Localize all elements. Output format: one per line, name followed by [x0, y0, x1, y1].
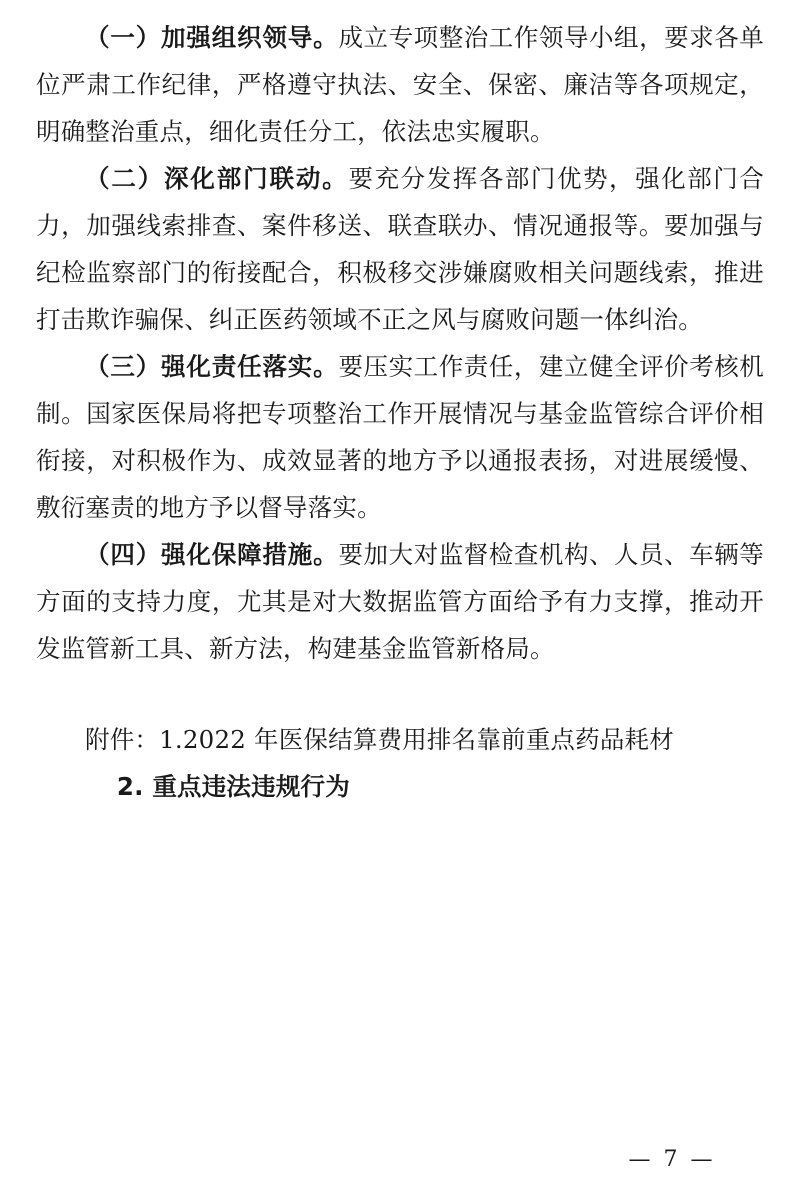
paragraph-1-text: 成立专项整治工作领导小组，要求各单位严肃工作纪律，严格遵守执法、安全、保密、廉洁等各项规定，明确整治重点，细化责任分工，依法忠实履职。 — [36, 23, 764, 146]
paragraph-3 — [36, 343, 764, 531]
paragraph-4-heading: （四）强化保障措施。 — [85, 540, 339, 569]
attachment-item-2: 2. 重点违法违规行为 — [116, 772, 350, 801]
paragraph-1-heading: （一）加强组织领导。 — [85, 23, 339, 52]
paragraph-3-text: 要压实工作责任，建立健全评价考核机制。国家医保局将把专项整治工作开展情况与基金监管综合评价相衔接，对积极作为、成效显著的地方予以通报表扬，对进展缓慢、敷衍塞责的地方予以督导落实。 — [36, 352, 764, 522]
page-number-text: — 7 — — [628, 1147, 716, 1172]
paragraph-4-text: 要加大对监督检查机构、人员、车辆等方面的支持力度，尤其是对大数据监管方面给予有力支撑，推动开发监管新工具、新方法，构建基金监管新格局。 — [36, 540, 764, 663]
section-spacer — [36, 672, 764, 716]
paragraph-4 — [36, 531, 764, 672]
document-body — [36, 14, 764, 810]
attachment-line-2 — [36, 763, 764, 810]
page-number — [0, 1147, 800, 1172]
attachment-item-1: 1.2022 年医保结算费用排名靠前重点药品耗材 — [159, 725, 674, 754]
paragraph-2-heading: （二）深化部门联动。 — [85, 164, 349, 193]
attachment-line-1 — [36, 716, 764, 763]
paragraph-2 — [36, 155, 764, 343]
paragraph-3-heading: （三）强化责任落实。 — [85, 352, 339, 381]
paragraph-2-text: 要充分发挥各部门优势，强化部门合力，加强线索排查、案件移送、联查联办、情况通报等。要加强与纪检监察部门的衔接配合，积极移交涉嫌腐败相关问题线索，推进打击欺诈骗保、纠正医药领域不正之风与腐败问题一体纠治。 — [36, 164, 765, 334]
attachment-label: 附件： — [85, 725, 160, 754]
paragraph-1 — [36, 14, 764, 155]
